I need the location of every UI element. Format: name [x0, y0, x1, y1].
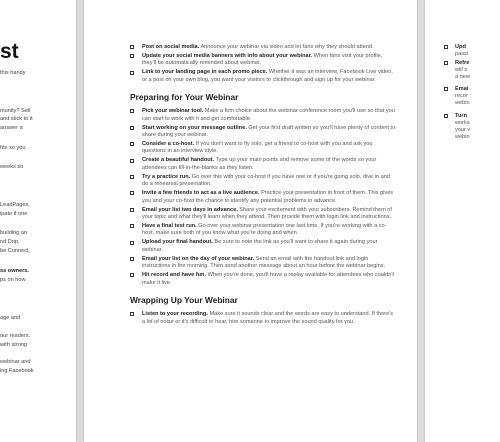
left-text-fragment: ss owners. — [0, 268, 29, 274]
item-body: When fans visit your profile, they'll be automatically reminded about webinar. — [142, 53, 383, 67]
item-lead: Email your list two days in advance. — [142, 206, 238, 213]
checklist-item — [130, 141, 396, 156]
item-fragment: your v — [455, 127, 471, 133]
checklist-item — [130, 174, 396, 189]
checklist-item — [130, 44, 396, 51]
item-fragment: works — [455, 120, 470, 126]
left-text-fragment: and stick to it — [0, 116, 33, 122]
checkbox-icon — [130, 257, 134, 261]
checkbox-icon — [130, 241, 134, 245]
item-lead: Invite a few friends to act as a live audience. — [142, 190, 260, 197]
item-body: Go over this with your co-host if you have one or if you're going solo, dive in and do a rehearsal presentation. — [142, 173, 390, 188]
item-lead: Pick your webinar tool. — [142, 108, 204, 115]
center-document-page — [84, 0, 417, 442]
left-text-fragment: this handy — [0, 70, 26, 76]
right-document-page — [425, 0, 500, 442]
right-checklist-item — [455, 113, 500, 141]
checklist-item — [130, 108, 396, 123]
item-lead: Listen to your recording. — [142, 311, 208, 318]
item-body: When you're done, you'll have a replay available for attendees who couldn't make it live. — [142, 272, 394, 286]
checklist-item — [130, 223, 396, 238]
right-checklist-item — [455, 86, 500, 107]
left-text-fragment: be Connect, — [0, 248, 31, 254]
checklist-item — [130, 69, 396, 84]
checkbox-icon — [130, 191, 134, 195]
checklist-item — [130, 53, 396, 68]
item-body: Practice your presentation in front of them. This gives you and your co-host the chance to identify any potential problems in advance. — [142, 190, 394, 204]
item-fragment: a new — [455, 74, 470, 80]
item-fragment: webin — [455, 134, 470, 140]
checkbox-icon — [130, 142, 134, 146]
item-fragment: will s — [455, 67, 468, 73]
left-text-fragment: weeks so — [0, 164, 24, 170]
item-body: If you don't want to fly solo, get a friend to co-host with you and ask you questions in an interview style. — [142, 141, 373, 155]
checklist-item — [130, 125, 396, 140]
item-body: Send an email with the handout link and login instructions in the morning. Then send another message about an hour before the webinar begins. — [142, 255, 386, 270]
item-body: Be sure to note the link as you'll want to share it again during your webinar. — [142, 239, 378, 253]
item-fragment: Upd — [455, 44, 466, 50]
checkbox-icon — [130, 54, 134, 58]
checklist-item — [130, 256, 396, 271]
checklist-item — [130, 239, 396, 254]
item-lead: Link to your landing page in each promo piece. — [142, 69, 268, 76]
section-heading: Wrapping Up Your Webinar — [130, 295, 238, 306]
left-text-fragment: age and — [0, 315, 21, 321]
checkbox-icon — [444, 114, 448, 118]
right-checklist-item — [455, 44, 500, 58]
item-lead: Email your list on the day of your webinar. — [142, 255, 255, 262]
section-heading: Preparing for Your Webinar — [130, 92, 239, 103]
item-lead: Hit record and have fun. — [142, 272, 207, 279]
checkbox-icon — [130, 109, 134, 113]
left-text-fragment: webinar and — [0, 359, 31, 365]
left-text-fragment: LeadPages, — [0, 202, 30, 208]
item-body: Type up your main points and remove some of the words so your attendees can fill-in-the-blanks as they listen. — [142, 157, 377, 171]
checklist-item — [130, 272, 396, 287]
checklist-item — [130, 157, 396, 172]
checklist-item — [130, 207, 396, 222]
checkbox-icon — [444, 61, 448, 65]
item-lead: Upload your final handout. — [142, 239, 213, 246]
checkbox-icon — [130, 273, 134, 277]
checklist-item — [130, 311, 396, 326]
left-text-fragment: our readers. — [0, 333, 31, 339]
left-text-fragment: answer a — [0, 125, 23, 131]
item-fragment: Refre — [455, 60, 470, 66]
checkbox-icon — [444, 45, 448, 49]
item-lead: Create a beautiful handout. — [142, 157, 215, 164]
checkbox-icon — [130, 45, 134, 49]
checklist-column — [130, 44, 396, 328]
left-text-fragment: ipate if one — [0, 211, 28, 217]
checkbox-icon — [130, 312, 134, 316]
item-lead: Post on social media. — [142, 44, 200, 50]
item-lead: Consider a co-host. — [142, 141, 195, 148]
checkbox-icon — [130, 159, 134, 163]
item-lead: Update your social media banners with info about your webinar. — [142, 53, 313, 59]
item-body: Go over your webinar presentation one last time. If you're working with a co-host, make sure both of you know what you're doing and when. — [142, 223, 387, 237]
item-body: Make a firm choice about the webinar conference room you'll use so that you can start to work with it and get comfortable. — [142, 108, 395, 122]
checkbox-icon — [130, 126, 134, 130]
item-body: Get your first draft written so you'll have plenty of content to share during your webinar. — [142, 124, 396, 139]
checklist-item — [130, 190, 396, 205]
left-text-fragment: ps on how — [0, 277, 26, 283]
left-text-fragment: hts so you — [0, 145, 26, 151]
item-body: Make sure it sounds clear and the words are easy to understand. If there's a lot of noise or it's difficult to hear, hire someone to improve the sound quality for you. — [142, 311, 394, 325]
item-body: Whether it was an interview, Facebook Live video, or a post on your own blog, you want your visitors to clickthrough and sign up for your webinar. — [142, 69, 393, 83]
item-lead: Try a practice run. — [142, 173, 191, 180]
checkbox-icon — [130, 224, 134, 228]
item-fragment: passi — [455, 51, 469, 57]
item-fragment: Emai — [455, 86, 469, 92]
checkbox-icon — [130, 208, 134, 212]
left-text-fragment: ing Facebook — [0, 368, 34, 374]
left-text-fragment: with strong — [0, 342, 28, 348]
right-checklist-item — [455, 60, 500, 81]
item-lead: Start working on your message outline. — [142, 124, 247, 131]
checkbox-icon — [130, 175, 134, 179]
item-fragment: recor — [455, 93, 468, 99]
left-document-page — [0, 0, 76, 442]
left-page-title: st — [0, 40, 19, 63]
left-text-fragment: building an — [0, 230, 28, 236]
left-text-fragment: nd Drip, — [0, 239, 20, 245]
checkbox-icon — [444, 87, 448, 91]
left-text-fragment: munity? Sell — [0, 108, 31, 114]
item-body: Share your excitement with your subscribers. Remind them of your topic and what they'll learn when they attend. Then provide them with login link and instructions. — [142, 206, 392, 221]
item-lead: Have a final test run. — [142, 223, 197, 230]
item-body: Announce your webinar via video and let fans why they should attend. — [199, 44, 374, 50]
checkbox-icon — [130, 71, 134, 75]
item-fragment: Turn — [455, 113, 468, 119]
item-fragment: webin — [455, 100, 470, 106]
